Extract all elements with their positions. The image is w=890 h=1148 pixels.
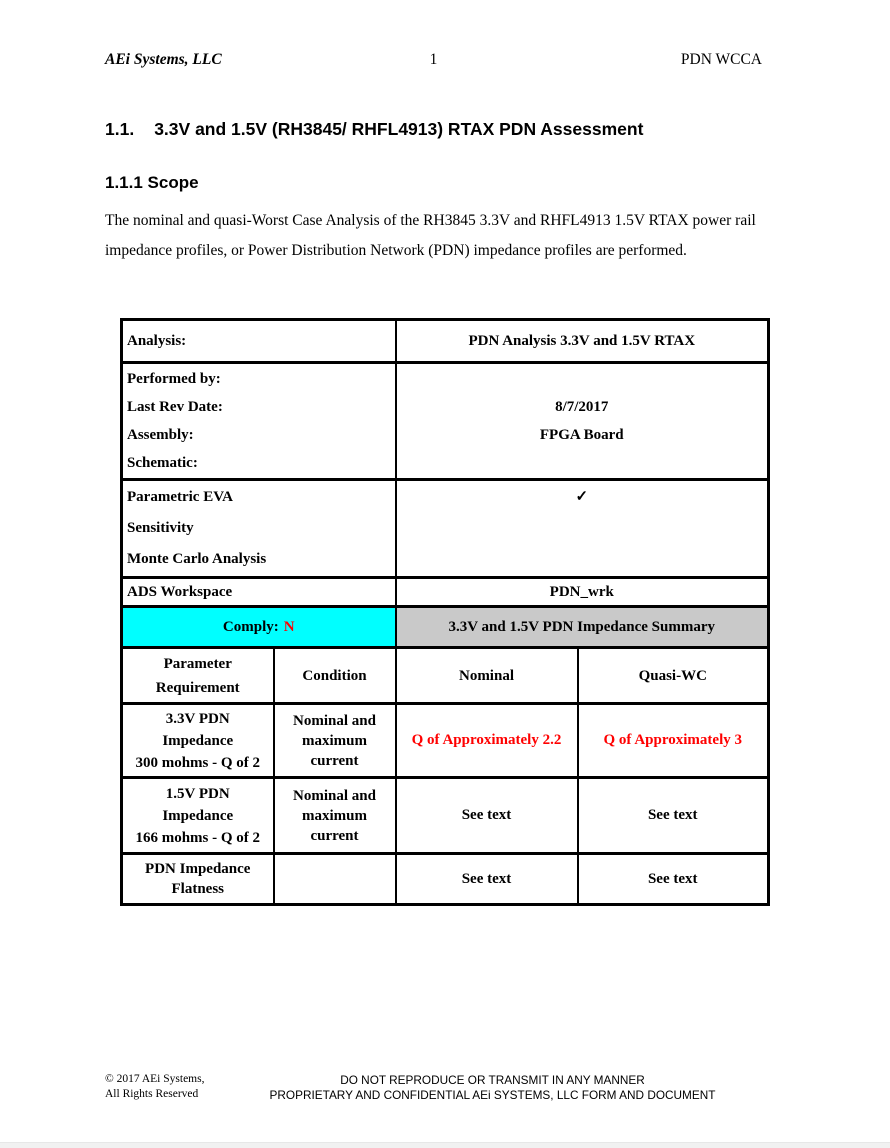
quasi-wc-result-cell: Q of Approximately 3 xyxy=(578,704,769,778)
workspace-value: PDN_wrk xyxy=(396,578,769,607)
workspace-row xyxy=(122,578,769,607)
info-row xyxy=(122,363,769,480)
summary-title-cell: 3.3V and 1.5V PDN Impedance Summary xyxy=(396,607,769,648)
quasi-wc-result-cell: See text xyxy=(578,854,769,905)
row-pdn-impedance-flatness xyxy=(122,854,769,905)
col-header-quasi-wc: Quasi-WC xyxy=(578,648,769,704)
workspace-label: ADS Workspace xyxy=(122,578,396,607)
comply-cell xyxy=(122,607,396,648)
requirement-cell: PDN Impedance Flatness xyxy=(122,854,274,905)
subsection-heading: 1.1.1 Scope xyxy=(105,173,199,192)
row-3v3-pdn-impedance xyxy=(122,704,769,778)
column-header-row xyxy=(122,648,769,704)
nominal-result-cell: Q of Approximately 2.2 xyxy=(396,704,578,778)
sensitivity-label: Sensitivity xyxy=(127,520,194,536)
last-rev-date-value: 8/7/2017 xyxy=(555,399,609,415)
assembly-label: Assembly: xyxy=(127,427,194,443)
comply-value: N xyxy=(283,618,295,635)
methods-row xyxy=(122,480,769,578)
section-number: 1.1. xyxy=(105,119,135,139)
condition-cell: Nominal and maximum current xyxy=(274,704,396,778)
condition-cell xyxy=(274,854,396,905)
col-header-parameter-requirement: Parameter Requirement xyxy=(122,648,274,704)
section-heading xyxy=(105,119,643,140)
page-number: 1 xyxy=(429,51,438,68)
col-header-nominal: Nominal xyxy=(396,648,578,704)
doc-title: PDN WCCA xyxy=(680,51,762,68)
nominal-result-cell: See text xyxy=(396,854,578,905)
checkmark-icon: ✓ xyxy=(575,489,589,505)
last-rev-date-label: Last Rev Date: xyxy=(127,399,223,415)
performed-by-value xyxy=(401,365,764,393)
company-name: AEi Systems, LLC xyxy=(105,51,222,68)
footer-notice: DO NOT REPRODUCE OR TRANSMIT IN ANY MANNER PROPRIETARY AND CONFIDENTIAL AEi SYSTEMS, LLC FORM AND DOCUMENT xyxy=(269,1073,716,1102)
methods-labels xyxy=(122,480,396,578)
body-paragraph: The nominal and quasi-Worst Case Analysis of the RH3845 3.3V and RHFL4913 1.5V RTAX power rail impedance profiles, or Power Distribution Network (PDN) impedance profiles are performed. xyxy=(105,212,756,259)
schematic-value xyxy=(401,449,764,477)
nominal-result-cell: See text xyxy=(396,778,578,854)
row-1v5-pdn-impedance xyxy=(122,778,769,854)
pdn-assessment-table xyxy=(120,318,770,906)
assembly-value: FPGA Board xyxy=(539,427,624,443)
analysis-value: PDN Analysis 3.3V and 1.5V RTAX xyxy=(396,320,769,363)
requirement-cell: 1.5V PDN Impedance 166 mohms - Q of 2 xyxy=(122,778,274,854)
parametric-eva-label: Parametric EVA xyxy=(127,489,233,505)
quasi-wc-result-cell: See text xyxy=(578,778,769,854)
performed-by-label: Performed by: xyxy=(127,371,221,387)
info-values xyxy=(396,363,769,480)
footer-copyright: © 2017 AEi Systems, All Rights Reserved xyxy=(105,1073,205,1100)
info-labels xyxy=(122,363,396,480)
page-header xyxy=(105,51,762,69)
monte-carlo-label: Monte Carlo Analysis xyxy=(127,551,267,567)
page-bottom-edge xyxy=(0,1142,890,1148)
condition-cell: Nominal and maximum current xyxy=(274,778,396,854)
section-title: 3.3V and 1.5V (RH3845/ RHFL4913) RTAX PDN Assessment xyxy=(154,119,644,139)
analysis-label: Analysis: xyxy=(122,320,396,363)
analysis-row xyxy=(122,320,769,363)
comply-row xyxy=(122,607,769,648)
requirement-cell: 3.3V PDN Impedance 300 mohms - Q of 2 xyxy=(122,704,274,778)
comply-label: Comply: xyxy=(222,618,279,635)
methods-values xyxy=(396,480,769,578)
schematic-label: Schematic: xyxy=(127,455,198,471)
col-header-condition: Condition xyxy=(274,648,396,704)
